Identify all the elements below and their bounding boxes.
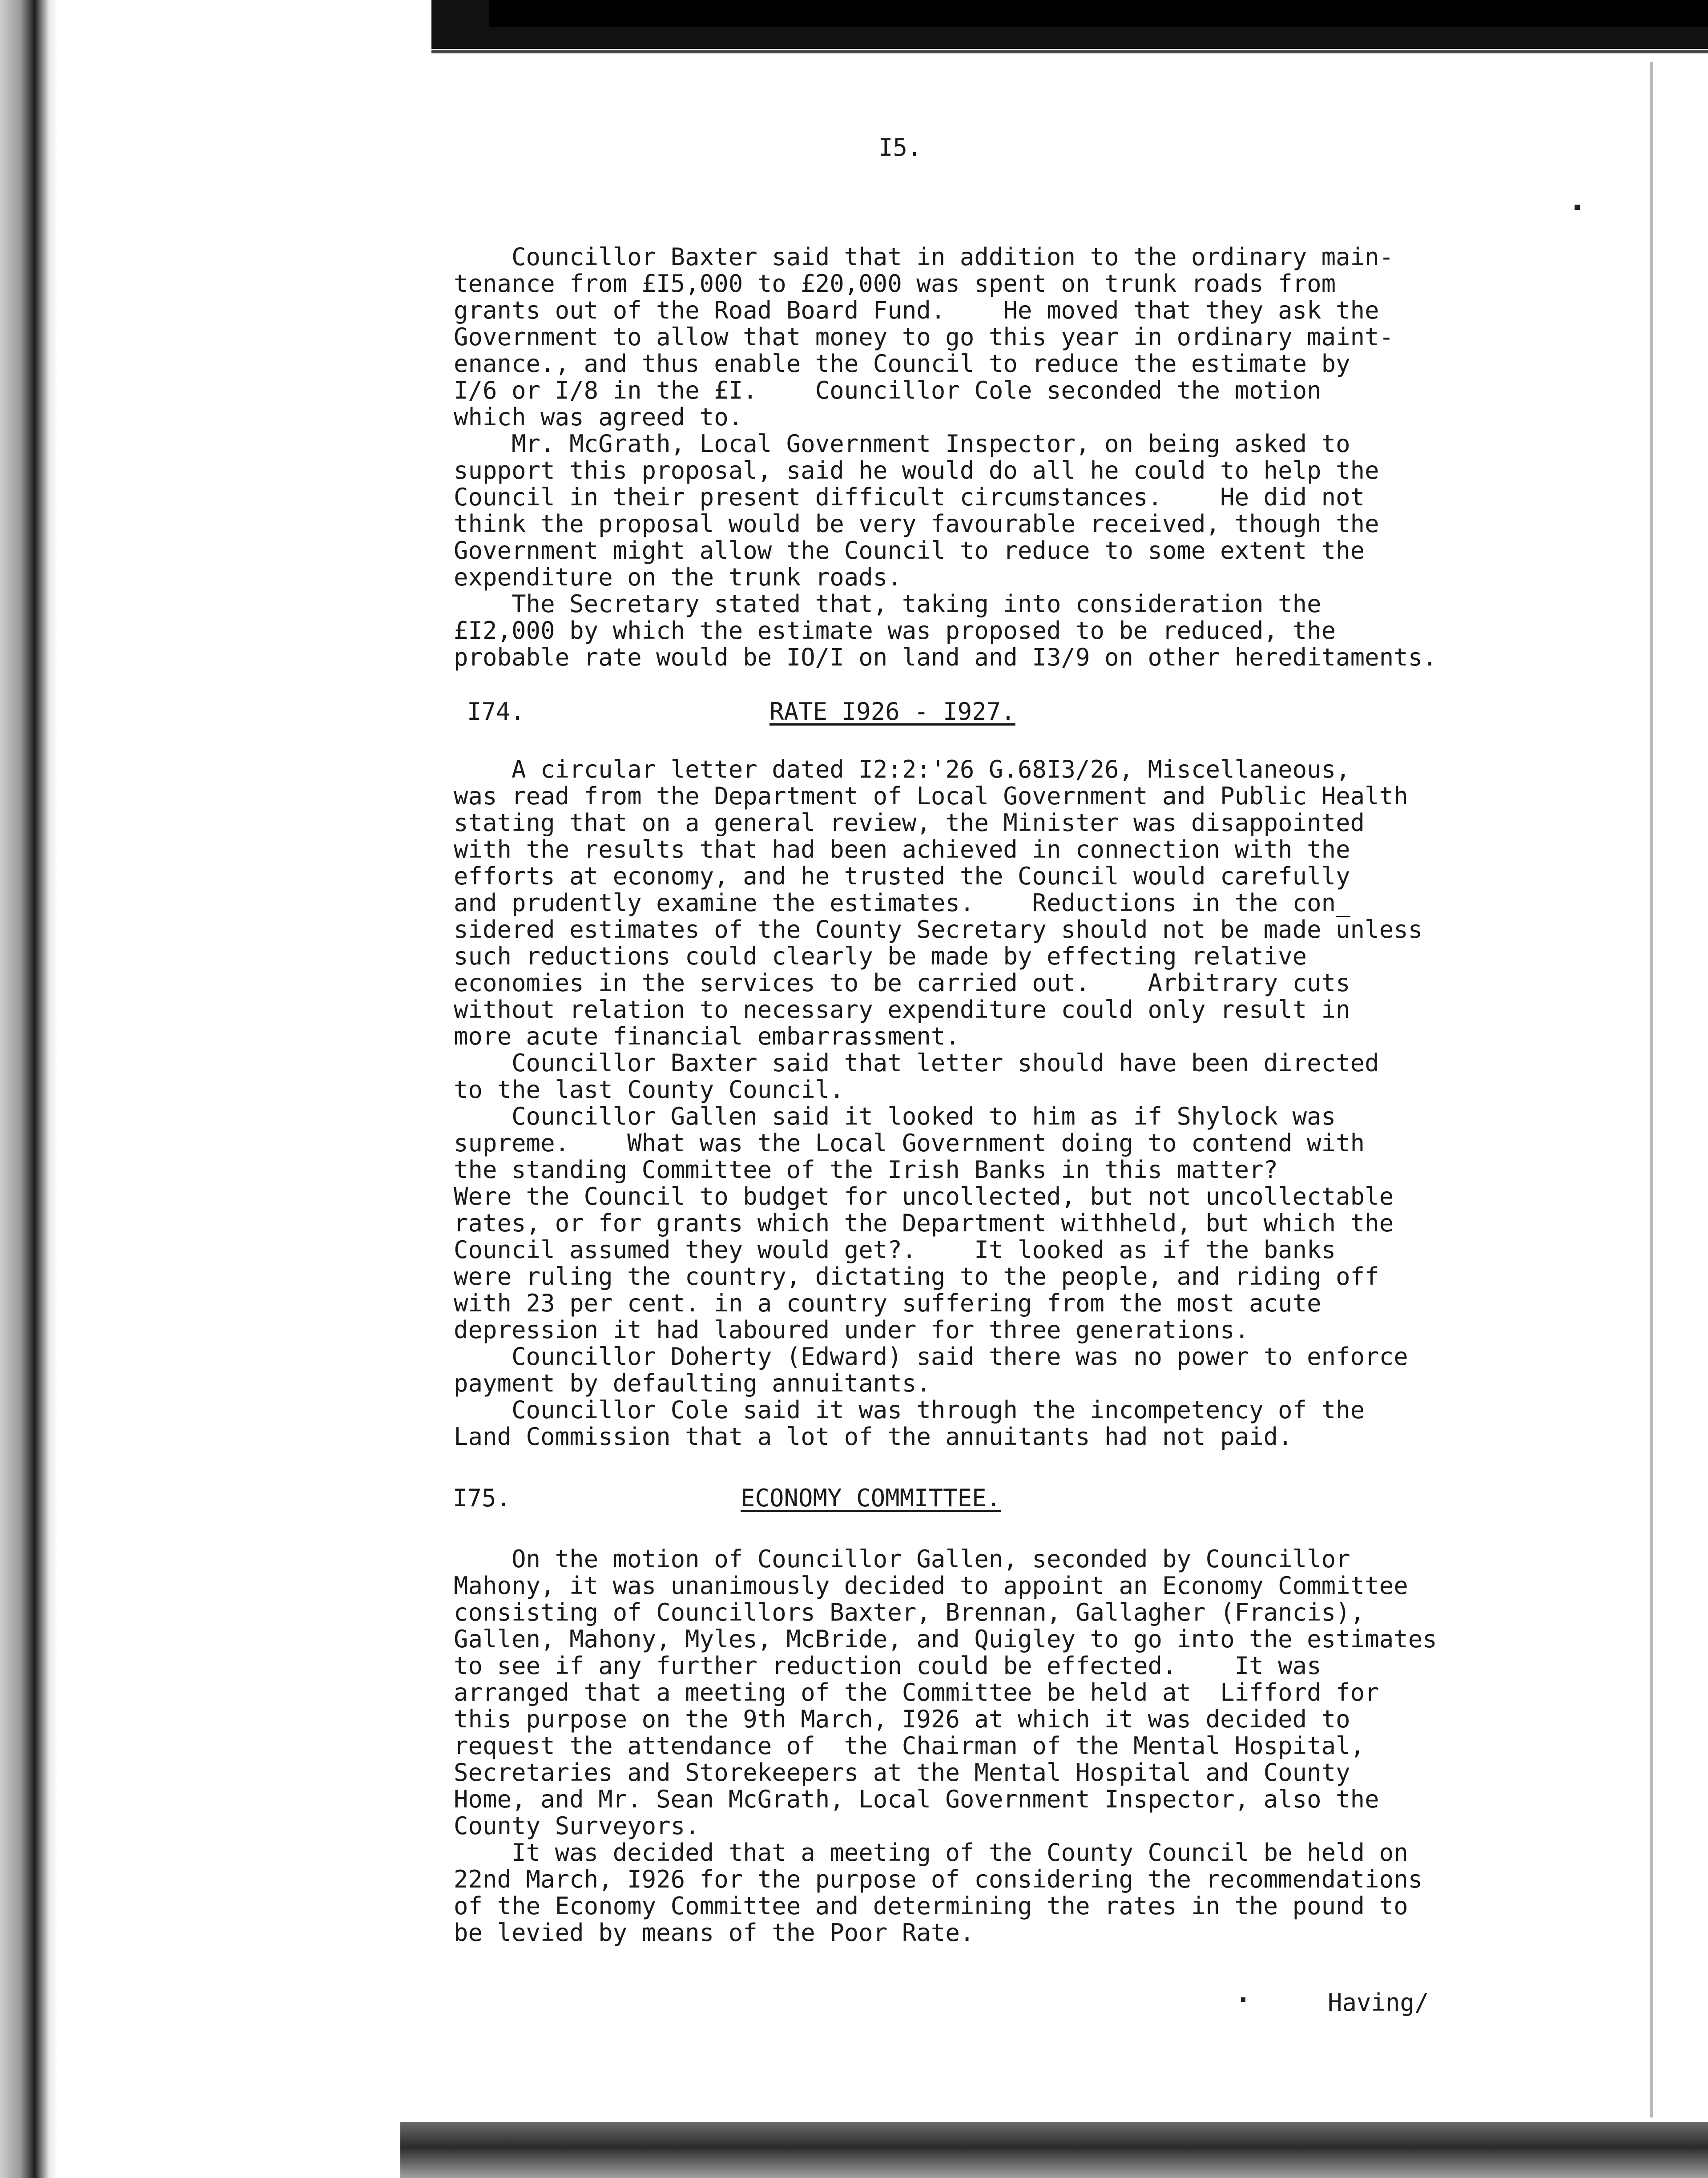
intro-paragraphs: Councillor Baxter said that in addition to the ordinary main- tenance from £I5,000 to £20,000 was spent on trunk roads from grants out of the Road Board Fund. He moved that they ask the Government to allow that money to go this year in ordinary maint- enance., and thus enable the Council to reduce the estimate by I/6 or I/8 in the £I. Councillor Cole seconded the motion which was agreed to. Mr. McGrath, Local Government Inspector, on being asked to support this proposal, said he would do all he could to help the Council in their present difficult circumstances. He did not think the proposal would be very favourable received, though the Government might allow the Council to reduce to some extent the expenditure on the trunk roads. The Secretary stated that, taking into consideration the £I2,000 by which the estimate was proposed to be reduced, the probable rate would be IO/I on land and I3/9 on other hereditaments. bbox=[454, 243, 1437, 671]
item-174-body: A circular letter dated I2:2:'26 G.68I3/26, Miscellaneous, was read from the Department of Local Government and Public Health stating that on a general review, the Minister was disappointed with the results that had been achieved in connection with the efforts at economy, and he trusted the Council would carefully and prudently examine the estimates. Reductions in the con_ sidered estimates of the County Secretary should not be made unless such reductions could clearly be made by effecting relative economies in the services to be carried out. Arbitrary cuts without relation to necessary expenditure could only result in more acute financial embarrassment. Councillor Baxter said that letter should have been directed to the last County Council. Councillor Gallen said it looked to him as if Shylock was supreme. What was the Local Government doing to contend with the standing Committee of the Irish Banks in this matter? Were the Council to budget for uncollected, but not uncollectable rates, or for grants which the Department withheld, but which the Council assumed they would get?. It looked as if the banks were ruling the country, dictating to the people, and riding off with 23 per cent. in a country suffering from the most acute depression it had laboured under for three generations. Councillor Doherty (Edward) said there was no power to enforce payment by defaulting annuitants. Councillor Cole said it was through the incompetency of the Land Commission that a lot of the annuitants had not paid. bbox=[454, 755, 1423, 1451]
scan-speck bbox=[1241, 1997, 1245, 2002]
scan-top-rule bbox=[431, 50, 1708, 53]
heading-economy-committee: ECONOMY COMMITTEE. bbox=[741, 1484, 1001, 1512]
item-number-174: I74. bbox=[467, 698, 525, 726]
item-175-body: On the motion of Councillor Gallen, seconded by Councillor Mahony, it was unanimously decided to appoint an Economy Committee consisting of Councillors Baxter, Brennan, Gallagher (Francis), Gallen, Mahony, Myles, McBride, and Quigley to go into the estimates to see if any further reduction could be effected. It was arranged that a meeting of the Committee be held at Lifford for this purpose on the 9th March, I926 at which it was decided to request the attendance of the Chairman of the Mental Hospital, Secretaries and Storekeepers at the Mental Hospital and County Home, and Mr. Sean McGrath, Local Government Inspector, also the County Surveyors. It was decided that a meeting of the County Council be held on 22nd March, I926 for the purpose of considering the recommendations of the Economy Committee and determining the rates in the pound to be levied by means of the Poor Rate. bbox=[454, 1545, 1437, 1947]
heading-rate-1926-1927: RATE I926 - I927. bbox=[769, 698, 1015, 726]
page-number: I5. bbox=[878, 133, 922, 161]
scan-left-margin-shadow bbox=[0, 0, 58, 2178]
scan-top-edge-bar-dark bbox=[489, 0, 1708, 27]
scan-right-rule bbox=[1650, 62, 1653, 2118]
scan-bottom-edge-bar bbox=[400, 2122, 1708, 2178]
item-number-175: I75. bbox=[453, 1484, 511, 1512]
scan-speck bbox=[1575, 205, 1580, 210]
catchword: Having/ bbox=[1328, 1988, 1429, 2017]
